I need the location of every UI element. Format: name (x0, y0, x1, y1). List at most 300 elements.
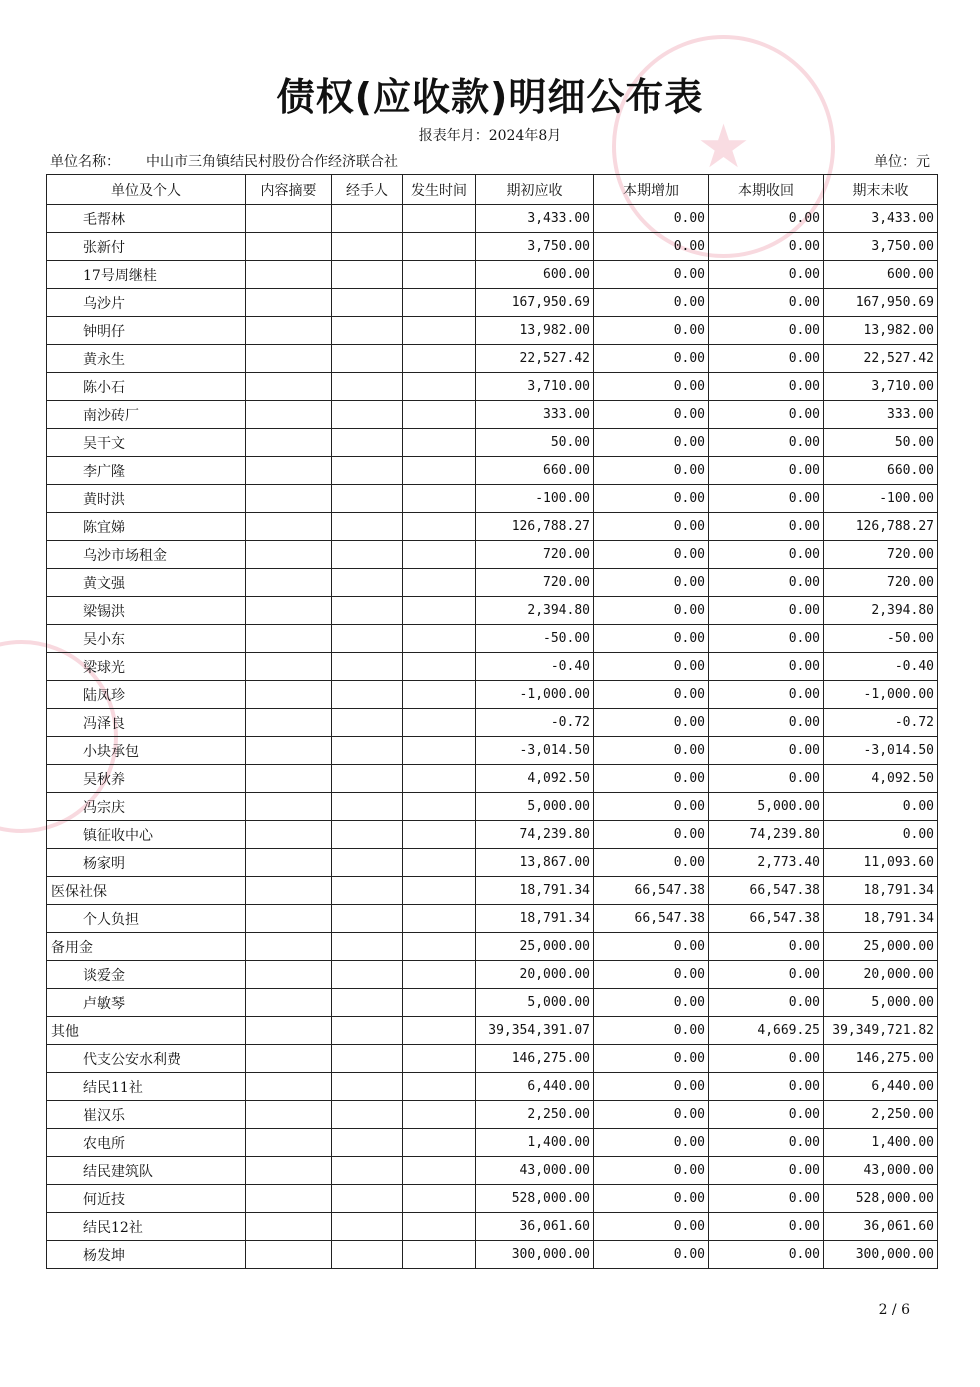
handler-cell (332, 513, 403, 541)
recovered-cell: 0.00 (709, 597, 824, 625)
table-row (47, 849, 938, 877)
party-name-cell: 梁球光 (47, 653, 246, 681)
increase-cell: 0.00 (594, 1185, 709, 1213)
summary-cell (246, 1157, 332, 1185)
recovered-cell: 0.00 (709, 569, 824, 597)
handler-cell (332, 653, 403, 681)
opening-balance-cell: 20,000.00 (476, 961, 594, 989)
recovered-cell: 0.00 (709, 233, 824, 261)
party-name-cell: 代支公安水利费 (47, 1045, 246, 1073)
date-cell (403, 653, 476, 681)
date-cell (403, 1241, 476, 1269)
summary-cell (246, 877, 332, 905)
handler-cell (332, 1073, 403, 1101)
closing-balance-cell: 0.00 (824, 793, 938, 821)
opening-balance-cell: 2,250.00 (476, 1101, 594, 1129)
opening-balance-cell: 126,788.27 (476, 513, 594, 541)
recovered-cell: 0.00 (709, 1241, 824, 1269)
party-name-cell: 陈小石 (47, 373, 246, 401)
summary-cell (246, 989, 332, 1017)
closing-balance-cell: 660.00 (824, 457, 938, 485)
table-row (47, 905, 938, 933)
date-cell (403, 373, 476, 401)
party-name-cell: 黄时洪 (47, 485, 246, 513)
summary-cell (246, 373, 332, 401)
summary-cell (246, 625, 332, 653)
column-header-recovered: 本期收回 (709, 175, 824, 205)
table-row (47, 1129, 938, 1157)
party-name-cell: 其他 (47, 1017, 246, 1045)
closing-balance-cell: 0.00 (824, 821, 938, 849)
handler-cell (332, 373, 403, 401)
party-name-cell: 陆凤珍 (47, 681, 246, 709)
table-row (47, 653, 938, 681)
org-name: 中山市三角镇结民村股份合作经济联合社 (146, 154, 398, 170)
date-cell (403, 1101, 476, 1129)
increase-cell: 0.00 (594, 821, 709, 849)
summary-cell (246, 569, 332, 597)
increase-cell: 0.00 (594, 233, 709, 261)
increase-cell: 0.00 (594, 373, 709, 401)
date-cell (403, 485, 476, 513)
closing-balance-cell: 13,982.00 (824, 317, 938, 345)
summary-cell (246, 205, 332, 233)
table-row (47, 625, 938, 653)
party-name-cell: 医保社保 (47, 877, 246, 905)
opening-balance-cell: 4,092.50 (476, 765, 594, 793)
table-row (47, 1157, 938, 1185)
opening-balance-cell: 600.00 (476, 261, 594, 289)
recovered-cell: 0.00 (709, 1129, 824, 1157)
increase-cell: 0.00 (594, 961, 709, 989)
handler-cell (332, 1241, 403, 1269)
opening-balance-cell: -50.00 (476, 625, 594, 653)
table-row (47, 597, 938, 625)
increase-cell: 0.00 (594, 317, 709, 345)
increase-cell: 0.00 (594, 401, 709, 429)
date-cell (403, 569, 476, 597)
report-period: 报表年月：2024年8月 (418, 128, 562, 144)
table-row (47, 709, 938, 737)
handler-cell (332, 345, 403, 373)
party-name-cell: 个人负担 (47, 905, 246, 933)
date-cell (403, 849, 476, 877)
increase-cell: 66,547.38 (594, 877, 709, 905)
handler-cell (332, 849, 403, 877)
recovered-cell: 0.00 (709, 261, 824, 289)
opening-balance-cell: 3,750.00 (476, 233, 594, 261)
handler-cell (332, 569, 403, 597)
date-cell (403, 961, 476, 989)
opening-balance-cell: 22,527.42 (476, 345, 594, 373)
recovered-cell: 0.00 (709, 1073, 824, 1101)
summary-cell (246, 1129, 332, 1157)
increase-cell: 0.00 (594, 933, 709, 961)
summary-cell (246, 1073, 332, 1101)
handler-cell (332, 933, 403, 961)
recovered-cell: 0.00 (709, 541, 824, 569)
recovered-cell: 0.00 (709, 1157, 824, 1185)
table-row (47, 345, 938, 373)
recovered-cell: 2,773.40 (709, 849, 824, 877)
closing-balance-cell: -0.72 (824, 709, 938, 737)
party-name-cell: 备用金 (47, 933, 246, 961)
date-cell (403, 597, 476, 625)
handler-cell (332, 541, 403, 569)
recovered-cell: 74,239.80 (709, 821, 824, 849)
table-row (47, 205, 938, 233)
opening-balance-cell: 3,710.00 (476, 373, 594, 401)
handler-cell (332, 485, 403, 513)
closing-balance-cell: 36,061.60 (824, 1213, 938, 1241)
opening-balance-cell: 660.00 (476, 457, 594, 485)
opening-balance-cell: 2,394.80 (476, 597, 594, 625)
increase-cell: 0.00 (594, 513, 709, 541)
opening-balance-cell: 74,239.80 (476, 821, 594, 849)
column-header-opening: 期初应收 (476, 175, 594, 205)
summary-cell (246, 261, 332, 289)
date-cell (403, 345, 476, 373)
handler-cell (332, 625, 403, 653)
recovered-cell: 5,000.00 (709, 793, 824, 821)
party-name-cell: 李广隆 (47, 457, 246, 485)
opening-balance-cell: -1,000.00 (476, 681, 594, 709)
table-row (47, 737, 938, 765)
opening-balance-cell: 5,000.00 (476, 793, 594, 821)
date-cell (403, 261, 476, 289)
summary-cell (246, 345, 332, 373)
table-row (47, 989, 938, 1017)
date-cell (403, 205, 476, 233)
increase-cell: 0.00 (594, 345, 709, 373)
closing-balance-cell: 3,710.00 (824, 373, 938, 401)
increase-cell: 0.00 (594, 681, 709, 709)
closing-balance-cell: -50.00 (824, 625, 938, 653)
party-name-cell: 农电所 (47, 1129, 246, 1157)
increase-cell: 0.00 (594, 457, 709, 485)
opening-balance-cell: -0.40 (476, 653, 594, 681)
increase-cell: 0.00 (594, 597, 709, 625)
column-header-summary: 内容摘要 (246, 175, 332, 205)
opening-balance-cell: 18,791.34 (476, 905, 594, 933)
column-header-handler: 经手人 (332, 175, 403, 205)
date-cell (403, 317, 476, 345)
summary-cell (246, 233, 332, 261)
table-row (47, 485, 938, 513)
party-name-cell: 乌沙市场租金 (47, 541, 246, 569)
increase-cell: 0.00 (594, 569, 709, 597)
increase-cell: 0.00 (594, 289, 709, 317)
party-name-cell: 南沙砖厂 (47, 401, 246, 429)
opening-balance-cell: -3,014.50 (476, 737, 594, 765)
receivables-table (46, 174, 938, 1269)
recovered-cell: 0.00 (709, 457, 824, 485)
summary-cell (246, 765, 332, 793)
opening-balance-cell: 13,982.00 (476, 317, 594, 345)
table-row (47, 233, 938, 261)
closing-balance-cell: 6,440.00 (824, 1073, 938, 1101)
handler-cell (332, 681, 403, 709)
handler-cell (332, 429, 403, 457)
summary-cell (246, 653, 332, 681)
party-name-cell: 崔汉乐 (47, 1101, 246, 1129)
closing-balance-cell: -1,000.00 (824, 681, 938, 709)
party-name-cell: 毛帮林 (47, 205, 246, 233)
opening-balance-cell: 5,000.00 (476, 989, 594, 1017)
closing-balance-cell: 2,394.80 (824, 597, 938, 625)
date-cell (403, 1157, 476, 1185)
opening-balance-cell: 36,061.60 (476, 1213, 594, 1241)
date-cell (403, 821, 476, 849)
date-cell (403, 737, 476, 765)
closing-balance-cell: 720.00 (824, 541, 938, 569)
recovered-cell: 0.00 (709, 1185, 824, 1213)
summary-cell (246, 709, 332, 737)
handler-cell (332, 205, 403, 233)
recovered-cell: 0.00 (709, 737, 824, 765)
summary-cell (246, 1185, 332, 1213)
page-title: 债权(应收款)明细公布表 (276, 75, 704, 119)
date-cell (403, 1045, 476, 1073)
recovered-cell: 0.00 (709, 625, 824, 653)
party-name-cell: 乌沙片 (47, 289, 246, 317)
closing-balance-cell: -0.40 (824, 653, 938, 681)
closing-balance-cell: 5,000.00 (824, 989, 938, 1017)
increase-cell: 0.00 (594, 485, 709, 513)
closing-balance-cell: 39,349,721.82 (824, 1017, 938, 1045)
handler-cell (332, 1213, 403, 1241)
summary-cell (246, 1101, 332, 1129)
handler-cell (332, 401, 403, 429)
party-name-cell: 结民建筑队 (47, 1157, 246, 1185)
opening-balance-cell: 50.00 (476, 429, 594, 457)
summary-cell (246, 485, 332, 513)
summary-cell (246, 849, 332, 877)
party-name-cell: 黄永生 (47, 345, 246, 373)
date-cell (403, 709, 476, 737)
handler-cell (332, 961, 403, 989)
increase-cell: 0.00 (594, 625, 709, 653)
party-name-cell: 杨家明 (47, 849, 246, 877)
handler-cell (332, 793, 403, 821)
summary-cell (246, 1213, 332, 1241)
increase-cell: 0.00 (594, 1241, 709, 1269)
date-cell (403, 233, 476, 261)
table-row (47, 961, 938, 989)
summary-cell (246, 961, 332, 989)
handler-cell (332, 989, 403, 1017)
closing-balance-cell: 3,750.00 (824, 233, 938, 261)
date-cell (403, 429, 476, 457)
table-row (47, 289, 938, 317)
recovered-cell: 0.00 (709, 681, 824, 709)
recovered-cell: 0.00 (709, 1213, 824, 1241)
party-name-cell: 结民11社 (47, 1073, 246, 1101)
recovered-cell: 0.00 (709, 205, 824, 233)
recovered-cell: 0.00 (709, 1101, 824, 1129)
table-row (47, 1045, 938, 1073)
date-cell (403, 933, 476, 961)
handler-cell (332, 877, 403, 905)
opening-balance-cell: 6,440.00 (476, 1073, 594, 1101)
recovered-cell: 0.00 (709, 345, 824, 373)
recovered-cell: 0.00 (709, 317, 824, 345)
recovered-cell: 0.00 (709, 401, 824, 429)
recovered-cell: 0.00 (709, 653, 824, 681)
opening-balance-cell: 333.00 (476, 401, 594, 429)
handler-cell (332, 1185, 403, 1213)
table-row (47, 1101, 938, 1129)
handler-cell (332, 597, 403, 625)
increase-cell: 0.00 (594, 541, 709, 569)
increase-cell: 0.00 (594, 1017, 709, 1045)
increase-cell: 0.00 (594, 793, 709, 821)
date-cell (403, 625, 476, 653)
column-header-increase: 本期增加 (594, 175, 709, 205)
opening-balance-cell: 528,000.00 (476, 1185, 594, 1213)
date-cell (403, 877, 476, 905)
table-row (47, 429, 938, 457)
increase-cell: 0.00 (594, 849, 709, 877)
date-cell (403, 793, 476, 821)
handler-cell (332, 1017, 403, 1045)
handler-cell (332, 289, 403, 317)
increase-cell: 0.00 (594, 261, 709, 289)
party-name-cell: 杨发坤 (47, 1241, 246, 1269)
recovered-cell: 66,547.38 (709, 877, 824, 905)
opening-balance-cell: 167,950.69 (476, 289, 594, 317)
date-cell (403, 1185, 476, 1213)
party-name-cell: 何近技 (47, 1185, 246, 1213)
table-row (47, 681, 938, 709)
table-row (47, 1073, 938, 1101)
opening-balance-cell: 1,400.00 (476, 1129, 594, 1157)
date-cell (403, 989, 476, 1017)
table-row (47, 513, 938, 541)
closing-balance-cell: 22,527.42 (824, 345, 938, 373)
recovered-cell: 0.00 (709, 1045, 824, 1073)
increase-cell: 0.00 (594, 989, 709, 1017)
recovered-cell: 0.00 (709, 373, 824, 401)
date-cell (403, 289, 476, 317)
handler-cell (332, 1101, 403, 1129)
recovered-cell: 66,547.38 (709, 905, 824, 933)
date-cell (403, 513, 476, 541)
opening-balance-cell: 720.00 (476, 569, 594, 597)
closing-balance-cell: 50.00 (824, 429, 938, 457)
summary-cell (246, 597, 332, 625)
closing-balance-cell: 126,788.27 (824, 513, 938, 541)
table-row (47, 541, 938, 569)
party-name-cell: 黄文强 (47, 569, 246, 597)
increase-cell: 0.00 (594, 653, 709, 681)
party-name-cell: 吴干文 (47, 429, 246, 457)
opening-balance-cell: 146,275.00 (476, 1045, 594, 1073)
summary-cell (246, 1045, 332, 1073)
date-cell (403, 1213, 476, 1241)
party-name-cell: 冯宗庆 (47, 793, 246, 821)
closing-balance-cell: 528,000.00 (824, 1185, 938, 1213)
closing-balance-cell: 167,950.69 (824, 289, 938, 317)
handler-cell (332, 709, 403, 737)
seal-star-icon: ★ (696, 111, 751, 182)
opening-balance-cell: 3,433.00 (476, 205, 594, 233)
handler-cell (332, 317, 403, 345)
opening-balance-cell: -100.00 (476, 485, 594, 513)
table-row (47, 1017, 938, 1045)
party-name-cell: 张新付 (47, 233, 246, 261)
opening-balance-cell: -0.72 (476, 709, 594, 737)
closing-balance-cell: 720.00 (824, 569, 938, 597)
table-row (47, 821, 938, 849)
date-cell (403, 681, 476, 709)
party-name-cell: 钟明仔 (47, 317, 246, 345)
opening-balance-cell: 300,000.00 (476, 1241, 594, 1269)
handler-cell (332, 261, 403, 289)
recovered-cell: 0.00 (709, 765, 824, 793)
handler-cell (332, 233, 403, 261)
date-cell (403, 765, 476, 793)
date-cell (403, 1129, 476, 1157)
summary-cell (246, 793, 332, 821)
recovered-cell: 0.00 (709, 513, 824, 541)
party-name-cell: 陈宜娣 (47, 513, 246, 541)
summary-cell (246, 429, 332, 457)
recovered-cell: 0.00 (709, 485, 824, 513)
table-header-row (47, 175, 938, 205)
increase-cell: 66,547.38 (594, 905, 709, 933)
summary-cell (246, 933, 332, 961)
column-header-party: 单位及个人 (47, 175, 246, 205)
closing-balance-cell: 2,250.00 (824, 1101, 938, 1129)
date-cell (403, 401, 476, 429)
recovered-cell: 0.00 (709, 429, 824, 457)
page-number: 2 / 6 (878, 1302, 910, 1318)
summary-cell (246, 1017, 332, 1045)
closing-balance-cell: 43,000.00 (824, 1157, 938, 1185)
summary-cell (246, 317, 332, 345)
table-row (47, 877, 938, 905)
table-row (47, 933, 938, 961)
date-cell (403, 905, 476, 933)
summary-cell (246, 737, 332, 765)
closing-balance-cell: 18,791.34 (824, 905, 938, 933)
closing-balance-cell: 20,000.00 (824, 961, 938, 989)
closing-balance-cell: 11,093.60 (824, 849, 938, 877)
table-row (47, 569, 938, 597)
summary-cell (246, 681, 332, 709)
increase-cell: 0.00 (594, 709, 709, 737)
increase-cell: 0.00 (594, 1045, 709, 1073)
table-row (47, 1185, 938, 1213)
opening-balance-cell: 39,354,391.07 (476, 1017, 594, 1045)
summary-cell (246, 513, 332, 541)
recovered-cell: 4,669.25 (709, 1017, 824, 1045)
summary-cell (246, 401, 332, 429)
handler-cell (332, 457, 403, 485)
date-cell (403, 1017, 476, 1045)
summary-cell (246, 905, 332, 933)
increase-cell: 0.00 (594, 1101, 709, 1129)
increase-cell: 0.00 (594, 429, 709, 457)
opening-balance-cell: 720.00 (476, 541, 594, 569)
increase-cell: 0.00 (594, 1157, 709, 1185)
date-cell (403, 1073, 476, 1101)
table-row (47, 317, 938, 345)
recovered-cell: 0.00 (709, 933, 824, 961)
handler-cell (332, 1157, 403, 1185)
increase-cell: 0.00 (594, 1213, 709, 1241)
